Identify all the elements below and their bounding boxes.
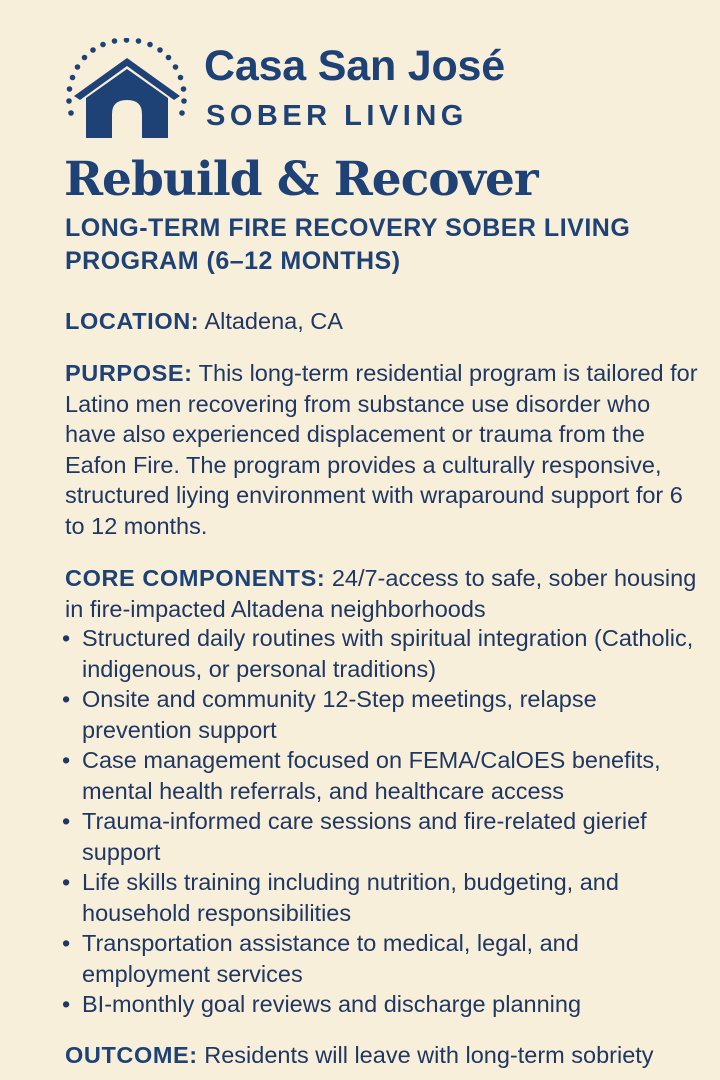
outcome-text: Residents will leave with long-term sobriety: [204, 1042, 654, 1068]
list-item-text: Transportation assistance to medical, legal, and employment services: [82, 930, 579, 987]
list-item: [62, 745, 712, 806]
house-sunrise-logo-icon: [64, 38, 190, 142]
bullet-icon: •: [62, 747, 71, 773]
core-label: CORE COMPONENTS:: [65, 565, 326, 591]
bullet-icon: •: [62, 625, 71, 651]
list-item-text: BI-monthly goal reviews and discharge planning: [82, 991, 582, 1017]
location-label: LOCATION:: [65, 308, 200, 334]
list-item-text: Structured daily routines with spiritual integration (Catholic, indigenous, or personal traditions): [82, 625, 694, 682]
list-item: [62, 928, 712, 989]
header: [64, 38, 684, 148]
purpose-section: [65, 358, 705, 541]
list-item-text: Case management focused on FEMA/CalOES benefits, mental health referrals, and healthcare access: [82, 747, 661, 804]
page-title: Rebuild & Recover: [64, 152, 538, 207]
location-section: [65, 306, 705, 337]
core-intro: 24/7-access to safe, sober housing in fire-impacted Altadena neighborhoods: [65, 565, 697, 622]
outcome-label: OUTCOME:: [65, 1042, 198, 1068]
list-item: [62, 867, 712, 928]
purpose-text: This long-term residential program is tailored for Latino men recovering from substance use disorder who have also experienced displacement or trauma from the Eafon Fire. The program provides a culturally responsive, structured liying environment with wraparound support for 6 to 12 months.: [65, 360, 698, 539]
list-item: [62, 684, 712, 745]
list-item-text: Trauma-informed care sessions and fire-related gierief support: [82, 808, 647, 865]
bullet-icon: •: [62, 808, 71, 834]
bullet-icon: •: [62, 991, 71, 1017]
core-components-section: [65, 563, 705, 624]
list-item: [62, 806, 712, 867]
outcome-section: [65, 1040, 705, 1071]
location-value: Altadena, CA: [204, 308, 343, 334]
bullet-icon: •: [62, 869, 71, 895]
purpose-label: PURPOSE:: [65, 360, 193, 386]
list-item-text: Onsite and community 12-Step meetings, relapse prevention support: [82, 686, 597, 743]
core-components-list: [62, 623, 712, 1020]
program-subtitle: LONG-TERM FIRE RECOVERY SOBER LIVING PROGRAM (6–12 MONTHS): [65, 214, 631, 275]
bullet-icon: •: [62, 686, 71, 712]
list-item: [62, 989, 712, 1020]
brand-subtitle: SOBER LIVING: [206, 100, 468, 132]
bullet-icon: •: [62, 930, 71, 956]
brand-name: Casa San José: [204, 42, 505, 90]
list-item: [62, 623, 712, 684]
list-item-text: Life skills training including nutrition, budgeting, and household responsibilities: [82, 869, 619, 926]
